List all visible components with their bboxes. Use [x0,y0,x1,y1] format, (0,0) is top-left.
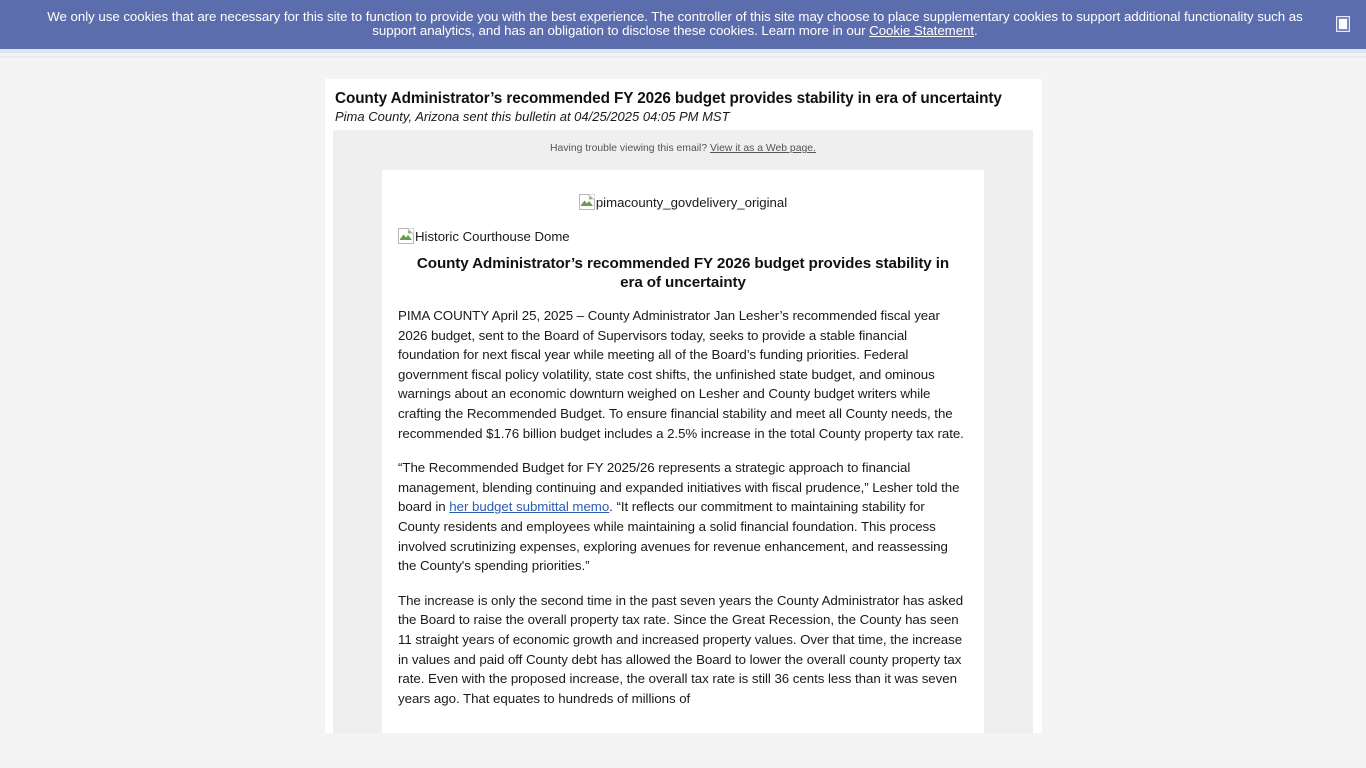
article-paragraph-2 [398,458,968,576]
view-as-webpage-line [333,142,1033,155]
cookie-consent-banner [0,0,1366,49]
broken-image-icon [398,228,414,244]
article-paragraph-1: PIMA COUNTY April 25, 2025 – County Administrator Jan Lesher’s recommended fiscal year 2026 budget, sent to the Board of Supervisors today, seeks to provide a stable financial foundation for next fiscal year while meeting all of the Board’s funding priorities. Federal government fiscal policy volatility, state cost shifts, the unfinished state budget, and ominous warnings about an economic downturn weighed on Lesher and County budget writers while crafting the Recommended Budget. To ensure financial stability and meet all County needs, the recommended $1.76 billion budget includes a 2.5% increase in the total County property tax rate. [398,308,964,441]
email-body-wrapper [333,130,1033,733]
email-photo-row [398,228,968,246]
broken-image-icon [579,194,595,210]
close-icon[interactable] [1336,16,1350,32]
cookie-banner-text-part1: We only use cookies that are necessary for this site to function to provide you with the best experience. The controller of this site may choose to place supplementary cookies to support additional functionality such as support analytics, and has an obligation to disclose these cookies. Learn more in our [47,9,1303,38]
email-content-card [382,170,984,733]
page-title: County Administrator’s recommended FY 2026 budget provides stability in era of uncertainty [335,90,1002,107]
view-as-webpage-link[interactable]: View it as a Web page. [710,143,816,154]
broken-image-photo-alt-text: Historic Courthouse Dome [415,229,570,245]
broken-image-photo [398,228,570,245]
email-logo-row [398,194,968,212]
paragraph-2-before-link: “The Recommended Budget for FY 2025/26 represents a strategic approach to financial management, blending continuing and expanded initiatives with fiscal prudence,” Lesher told the board in [398,460,960,515]
cookie-statement-link[interactable]: Cookie Statement [869,23,975,38]
budget-submittal-memo-link[interactable]: her budget submittal memo [449,499,610,515]
page-background [0,58,1366,733]
broken-image-logo [579,194,787,211]
email-headline: County Administrator’s recommended FY 2026 budget provides stability in era of uncertainty [416,255,950,291]
bulletin-panel [325,79,1042,733]
view-as-webpage-prefix: Having trouble viewing this email? [550,143,711,154]
cookie-banner-text [40,10,1310,38]
broken-image-logo-alt-text: pimacounty_govdelivery_original [595,195,788,211]
cookie-banner-text-part2: . [974,23,978,38]
email-headline-row [398,255,968,292]
paragraph-2-after-link: . “It reflects our commitment to maintaining stability for County residents and employees while maintaining a solid financial foundation. This process involved scrutinizing expenses, exploring avenues for revenue enhancement, and reassessing the County's spending priorities.” [398,499,948,574]
article-paragraph-3: The increase is only the second time in the past seven years the County Administrator has asked the Board to raise the overall property tax rate. Since the Great Recession, the County has seen 11 straight years of economic growth and increased property values. Over that time, the increase in values and paid off County debt has allowed the Board to lower the overall county property tax rate. Even with the proposed increase, the overall tax rate is still 36 cents less than it was seven years ago. That equates to hundreds of millions of [398,592,964,706]
bulletin-sender-timestamp: Pima County, Arizona sent this bulletin at 04/25/2025 04:05 PM MST [335,109,730,124]
